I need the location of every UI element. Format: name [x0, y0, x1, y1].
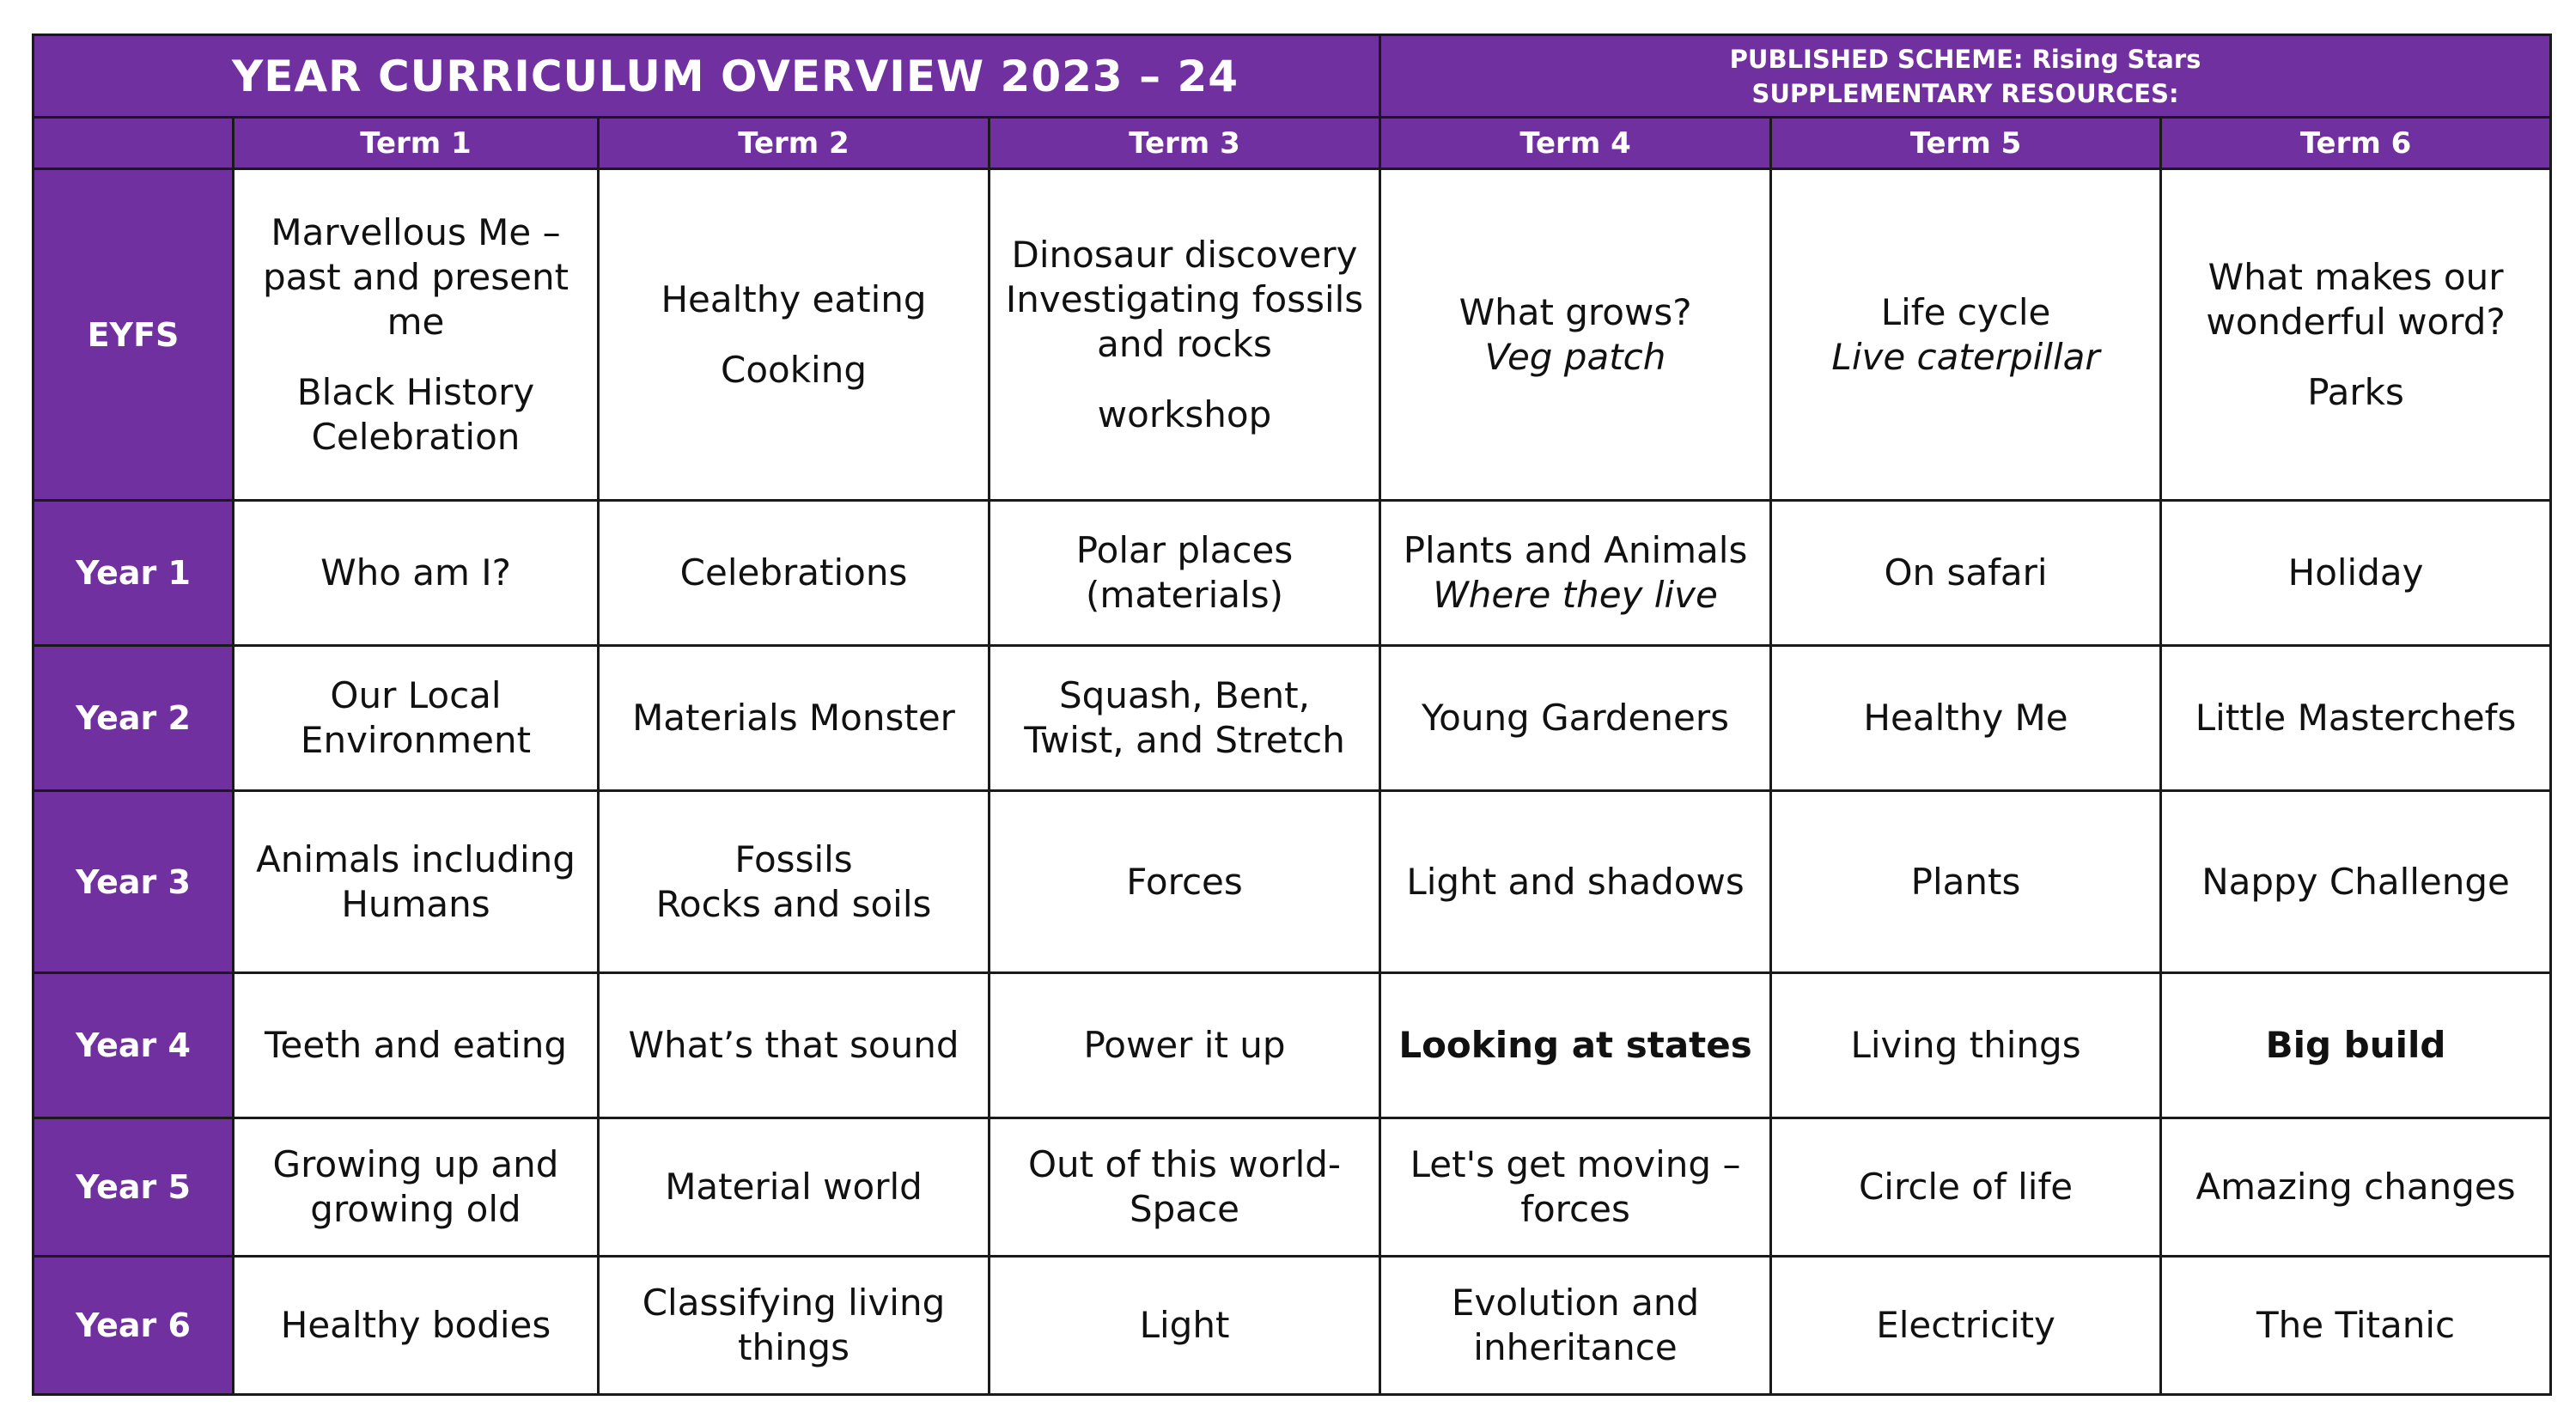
line-gap	[241, 344, 590, 370]
table-row	[33, 169, 2551, 501]
row-header: Year 3	[33, 791, 234, 973]
topic-line: Marvellous Me –	[271, 210, 561, 253]
topic-line: Animals including	[256, 837, 575, 880]
topic-line: wonderful word?	[2206, 300, 2506, 343]
topic-line: Young Gardeners	[1422, 697, 1729, 739]
topic-line: Squash, Bent,	[1059, 674, 1310, 716]
topic-line: Let's get moving –	[1410, 1143, 1741, 1185]
row-header: Year 5	[33, 1118, 234, 1257]
topic-line: forces	[1520, 1188, 1630, 1230]
topic-cell	[599, 973, 990, 1118]
topic-line: Veg patch	[1484, 335, 1666, 378]
table-row	[33, 1257, 2551, 1395]
topic-line: Growing up and	[272, 1143, 559, 1185]
term-header-2: Term 2	[599, 118, 990, 169]
topic-line: Parks	[2307, 370, 2404, 413]
topic-cell	[599, 1257, 990, 1395]
term-header-1: Term 1	[234, 118, 599, 169]
topic-line: Electricity	[1876, 1304, 2055, 1346]
topic-line: Cooking	[721, 348, 867, 391]
topic-line: Healthy bodies	[280, 1304, 551, 1346]
topic-line: Teeth and eating	[265, 1024, 567, 1066]
topic-line: inheritance	[1473, 1326, 1678, 1368]
published-scheme: PUBLISHED SCHEME: Rising Stars	[1729, 44, 2201, 74]
topic-line: workshop	[1097, 393, 1272, 435]
topic-cell	[1380, 791, 1771, 973]
line-gap	[2169, 344, 2543, 370]
topic-cell	[599, 1118, 990, 1257]
topic-line: Humans	[341, 882, 490, 925]
term-header-6: Term 6	[2161, 118, 2551, 169]
topic-cell	[2161, 973, 2551, 1118]
topic-cell	[1771, 973, 2161, 1118]
topic-line: Twist, and Stretch	[1024, 719, 1345, 761]
topic-line: Forces	[1126, 860, 1243, 903]
table-row	[33, 791, 2551, 973]
topic-line: Amazing changes	[2195, 1166, 2516, 1208]
topic-cell	[599, 501, 990, 646]
topic-line: things	[738, 1326, 850, 1368]
topic-line: Materials Monster	[632, 697, 955, 739]
topic-line: Living things	[1850, 1024, 2081, 1066]
topic-line: Holiday	[2287, 551, 2424, 594]
topic-cell	[1771, 791, 2161, 973]
topic-cell	[2161, 791, 2551, 973]
topic-line: Big build	[2265, 1024, 2446, 1066]
row-header: Year 4	[33, 973, 234, 1118]
topic-cell	[990, 1257, 1380, 1395]
topic-line: The Titanic	[2256, 1304, 2456, 1346]
topic-line: Dinosaur discovery	[1011, 233, 1358, 276]
table-row	[33, 501, 2551, 646]
topic-line: Space	[1130, 1188, 1240, 1230]
curriculum-table	[32, 33, 2552, 1396]
topic-cell	[1380, 1257, 1771, 1395]
table-row	[33, 646, 2551, 791]
page-title: YEAR CURRICULUM OVERVIEW 2023 – 24	[33, 35, 1380, 118]
topic-line: What makes our	[2208, 255, 2504, 298]
topic-line: and rocks	[1097, 322, 1272, 365]
topic-cell	[1380, 501, 1771, 646]
topic-line: Plants	[1910, 860, 2021, 903]
topic-cell	[234, 791, 599, 973]
topic-cell	[234, 1257, 599, 1395]
topic-line: Celebrations	[679, 551, 908, 594]
topic-line: Evolution and	[1451, 1282, 1700, 1324]
topic-line: Black History	[296, 370, 535, 413]
topic-cell	[2161, 1118, 2551, 1257]
topic-cell	[599, 169, 990, 501]
line-gap	[606, 322, 981, 348]
topic-line: Nappy Challenge	[2201, 860, 2510, 903]
topic-line: Rocks and soils	[655, 882, 932, 925]
table-row	[33, 973, 2551, 1118]
topic-line: What grows?	[1459, 290, 1692, 333]
corner-cell	[33, 118, 234, 169]
topic-cell	[990, 973, 1380, 1118]
term-header-4: Term 4	[1380, 118, 1771, 169]
topic-cell	[1771, 169, 2161, 501]
row-header: Year 1	[33, 501, 234, 646]
topic-line: Classifying living	[642, 1282, 946, 1324]
topic-cell	[2161, 501, 2551, 646]
title-row	[33, 35, 2551, 118]
supplementary-resources: SUPPLEMENTARY RESOURCES:	[1751, 78, 2179, 108]
topic-cell	[2161, 169, 2551, 501]
topic-cell	[2161, 1257, 2551, 1395]
topic-line: Out of this world-	[1027, 1143, 1342, 1185]
topic-cell	[990, 169, 1380, 501]
line-gap	[997, 367, 1372, 393]
term-header-row	[33, 118, 2551, 169]
topic-line: Plants and Animals	[1403, 529, 1748, 571]
topic-cell	[234, 973, 599, 1118]
topic-cell	[1380, 973, 1771, 1118]
row-header: EYFS	[33, 169, 234, 501]
topic-cell	[1380, 1118, 1771, 1257]
topic-cell	[1380, 169, 1771, 501]
topic-cell	[1771, 646, 2161, 791]
topic-cell	[2161, 646, 2551, 791]
topic-cell	[990, 1118, 1380, 1257]
topic-line: Who am I?	[320, 551, 511, 594]
topic-line: Healthy eating	[661, 277, 927, 320]
topic-line: On safari	[1884, 551, 2048, 594]
topic-cell	[234, 501, 599, 646]
row-header: Year 6	[33, 1257, 234, 1395]
topic-cell	[1771, 1118, 2161, 1257]
topic-line: Our Local	[330, 674, 502, 716]
topic-line: Fossils	[734, 837, 853, 880]
topic-cell	[990, 791, 1380, 973]
topic-line: Celebration	[311, 415, 521, 458]
topic-line: Light	[1139, 1304, 1230, 1346]
row-header: Year 2	[33, 646, 234, 791]
topic-line: Environment	[300, 719, 532, 761]
topic-line: Looking at states	[1398, 1024, 1752, 1066]
topic-line: Light and shadows	[1406, 860, 1745, 903]
topic-cell	[990, 646, 1380, 791]
topic-line: Investigating fossils	[1005, 277, 1364, 320]
topic-line: growing old	[310, 1188, 521, 1230]
scheme-info	[1380, 35, 2551, 118]
topic-cell	[599, 791, 990, 973]
term-header-5: Term 5	[1771, 118, 2161, 169]
table-row	[33, 1118, 2551, 1257]
topic-line: Where they live	[1433, 574, 1718, 616]
topic-cell	[1771, 501, 2161, 646]
topic-cell	[990, 501, 1380, 646]
topic-line: Healthy Me	[1863, 697, 2068, 739]
topic-line: Power it up	[1083, 1024, 1286, 1066]
topic-line: (materials)	[1086, 574, 1283, 616]
topic-cell	[599, 646, 990, 791]
topic-line: Life cycle	[1880, 290, 2051, 333]
topic-cell	[234, 646, 599, 791]
topic-cell	[1771, 1257, 2161, 1395]
topic-line: What’s that sound	[628, 1024, 959, 1066]
topic-line: me	[387, 300, 445, 343]
topic-cell	[234, 169, 599, 501]
topic-line: Circle of life	[1858, 1166, 2074, 1208]
topic-line: Polar places	[1075, 529, 1294, 571]
topic-line: Little Masterchefs	[2195, 697, 2517, 739]
topic-cell	[1380, 646, 1771, 791]
topic-line: past and present	[262, 255, 569, 298]
term-header-3: Term 3	[990, 118, 1380, 169]
topic-cell	[234, 1118, 599, 1257]
topic-line: Material world	[665, 1166, 923, 1208]
topic-line: Live caterpillar	[1831, 335, 2100, 378]
